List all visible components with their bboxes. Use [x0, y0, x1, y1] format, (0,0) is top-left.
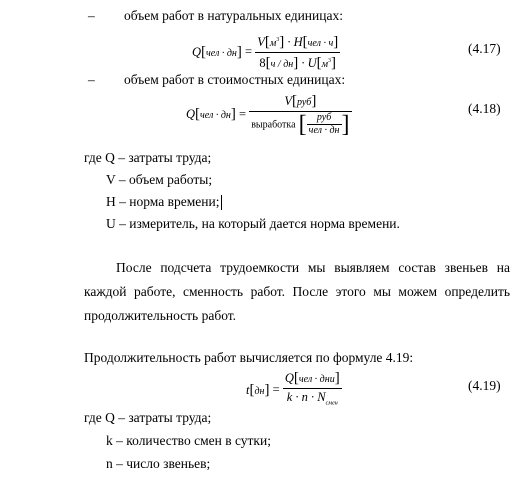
formula-fraction: V[руб] выработка [ $\frac{\text{руб}}{\text{чел · дн}}$ ] [251, 93, 350, 138]
list-item-natural-units: объем работ в натуральных единицах: [124, 8, 343, 23]
legend-h: H – норма времени; [106, 194, 222, 210]
formula-lhs: t[дн] [246, 381, 270, 398]
formula-lhs: Q[чел · дн] [192, 43, 242, 60]
equation-number: (4.19) [468, 378, 501, 393]
formula-4-18: Q[чел · дн] = V[руб] выработка [ $\frac{\text{руб}}{\text{чел · дн}}$ ] [186, 93, 350, 138]
legend-q: где Q – затраты труда; [84, 150, 212, 165]
formula-4-17: Q[чел · дн] = $\frac{V[м^3] \cdot H[чел \cdot ч]}{8[ч / дн] \cdot U[м^3]}$ [192, 32, 340, 73]
formula-4-19: t[дн] = $\frac{\text{Q[чел · дни]}}{k \cdot n \cdot N_{смен}}$ [246, 370, 342, 412]
formula-fraction: $\frac{V[м^3] \cdot H[чел \cdot ч]}{8[ч / дн] \cdot U[м^3]}$ [255, 32, 340, 73]
legend-v: V – объем работы; [106, 172, 213, 187]
body-paragraph: После подсчета трудоемкости мы выявляем состав звеньев на каждой работе, сменность работ. После этого мы можем определить продолжительность работ. [84, 260, 510, 323]
equation-number: (4.17) [468, 41, 501, 56]
text-cursor [221, 195, 222, 210]
formula-lhs: Q[чел · дн] [186, 105, 236, 122]
list-item-cost-units: объем работ в стоимостных единицах: [124, 72, 346, 87]
legend-k: k – количество смен в сутки; [106, 433, 271, 448]
legend-q: где Q – затраты труда; [84, 410, 212, 425]
list-dash: – [88, 8, 95, 23]
legend-n: n – число звеньев; [106, 456, 211, 471]
list-dash: – [88, 72, 95, 87]
equation-number: (4.18) [468, 101, 501, 116]
legend-u: U – измеритель, на который дается норма времени. [106, 216, 400, 231]
formula-fraction: $\frac{\text{Q[чел · дни]}}{k \cdot n \cdot N_{смен}}$ [284, 370, 340, 407]
formula-intro: Продолжительность работ вычисляется по формуле 4.19: [84, 350, 414, 365]
